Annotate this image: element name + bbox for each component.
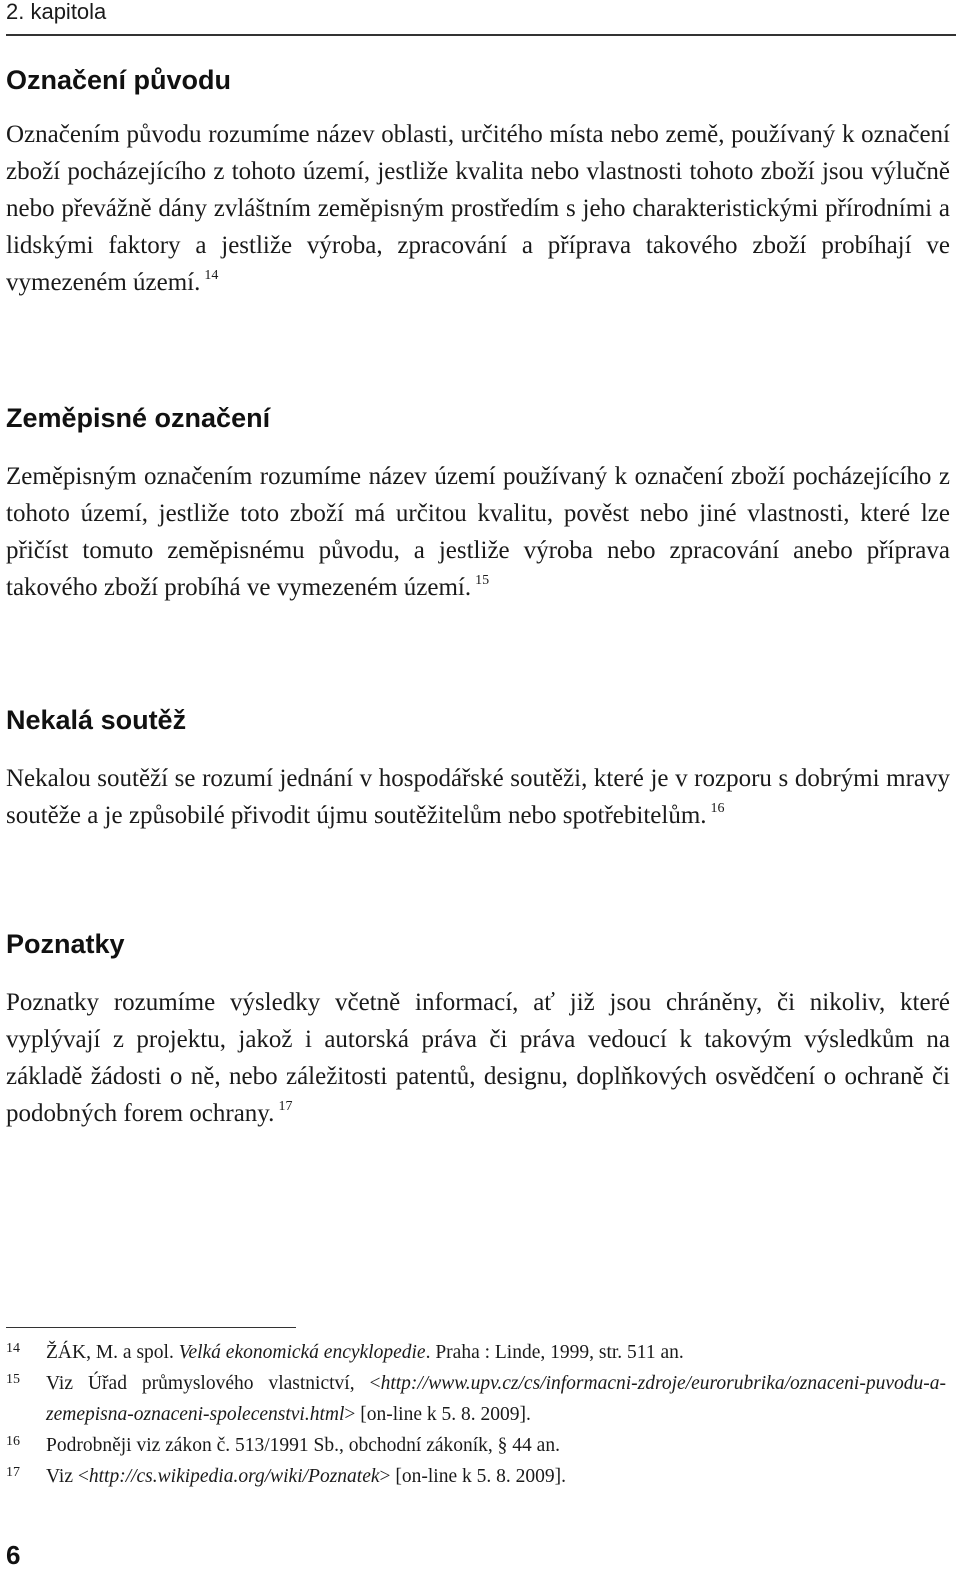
footnote-divider	[6, 1327, 296, 1328]
section-text-content: Poznatky rozumíme výsledky včetně informací, ať již jsou chráněny, či nikoliv, které vyplývají z projektu, jakož i autorská práva či práva vedoucí k takovým výsledkům na základě žádosti o ně, nebo záležitosti patentů, designu, doplňkových osvědčení o ochraně či podobných forem ochrany.	[6, 989, 950, 1127]
footnote-link[interactable]: http://www.upv.cz/cs/informacni-zdroje/eurorubrika/oznaceni-puvodu-a-zemepisna-oznaceni-spolecenstvi.html	[46, 1373, 946, 1425]
footnote-text: Viz Úřad průmyslového vlastnictví, <	[46, 1373, 381, 1394]
footnote-text: > [on-line k 5. 8. 2009].	[379, 1466, 566, 1487]
footnote-text: > [on-line k 5. 8. 2009].	[344, 1404, 531, 1425]
section-text	[6, 458, 950, 606]
section-text-content: Nekalou soutěží se rozumí jednání v hospodářské soutěži, které je v rozporu s dobrými mravy soutěže a je způsobilé přivodit újmu soutěžitelům nebo spotřebitelům.	[6, 765, 950, 829]
section-oznaceni-puvodu	[6, 64, 950, 301]
section-text	[6, 984, 950, 1132]
footnote-ref[interactable]: 17	[278, 1099, 293, 1114]
footnote-text: Podrobněji viz zákon č. 513/1991 Sb., obchodní zákoník, § 44 an.	[46, 1435, 560, 1456]
footnotes	[6, 1337, 946, 1492]
footnote-text: . Praha : Linde, 1999, str. 511 an.	[425, 1342, 684, 1363]
header-divider	[6, 34, 956, 36]
footnote	[6, 1368, 946, 1430]
footnote	[6, 1337, 946, 1368]
section-poznatky	[6, 928, 950, 1132]
section-title: Nekalá soutěž	[6, 705, 187, 735]
section-zemepisne-oznaceni	[6, 402, 950, 606]
running-head: 2. kapitola	[6, 0, 107, 24]
footnote-ref[interactable]: 16	[710, 801, 725, 816]
section-title: Označení původu	[6, 65, 232, 95]
footnote	[6, 1461, 946, 1492]
section-text-content: Označením původu rozumíme název oblasti, určitého místa nebo země, používaný k označení zboží pocházejícího z tohoto území, jestliže kvalita nebo vlastnosti tohoto zboží jsou výlučně nebo převážně dány zvláštním zeměpisným prostředím s jeho charakteristickými přírodními a lidskými faktory a jestliže výroba, zpracování a příprava takového zboží probíhají ve vymezeném území.	[6, 121, 950, 296]
footnote-text: ŽÁK, M. a spol.	[46, 1342, 179, 1363]
footnote-number: 17	[6, 1465, 20, 1480]
page-number: 6	[6, 1540, 21, 1570]
footnote	[6, 1430, 946, 1461]
footnote-text: Viz <	[46, 1466, 89, 1487]
footnote-number: 15	[6, 1372, 20, 1387]
section-text	[6, 116, 950, 301]
section-text-content: Zeměpisným označením rozumíme název území používaný k označení zboží pocházejícího z tohoto území, jestliže toto zboží má určitou kvalitu, pověst nebo jiné vlastnosti, které lze přičíst tomuto zeměpisnému původu, a jestliže výroba nebo zpracování anebo příprava takového zboží probíhá ve vymezeném území.	[6, 463, 950, 601]
footnote-number: 16	[6, 1434, 20, 1449]
section-title: Poznatky	[6, 929, 125, 959]
footnote-ref[interactable]: 14	[204, 268, 219, 283]
section-text	[6, 760, 950, 834]
footnote-number: 14	[6, 1341, 20, 1356]
footnote-link[interactable]: http://cs.wikipedia.org/wiki/Poznatek	[88, 1466, 380, 1487]
footnote-title: Velká ekonomická encyklopedie	[178, 1342, 426, 1363]
footnote-ref[interactable]: 15	[475, 573, 490, 588]
section-nekala-soutez	[6, 704, 950, 834]
section-title: Zeměpisné označení	[6, 403, 271, 433]
